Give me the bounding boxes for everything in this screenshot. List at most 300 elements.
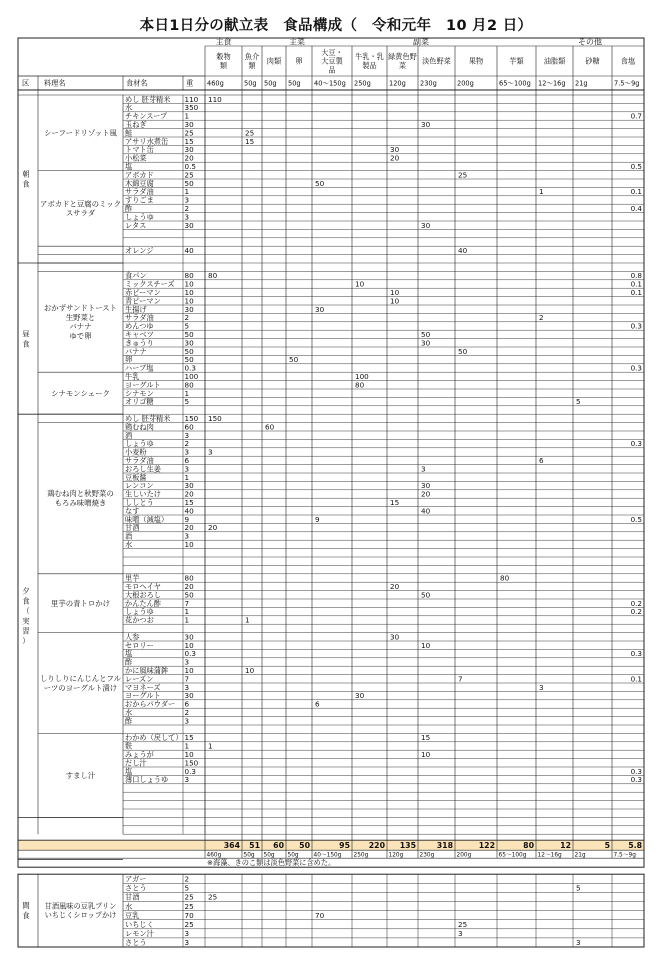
ingredient-weight: 10 <box>184 279 194 289</box>
dish-name: 生野菜と <box>65 312 96 322</box>
food-amount: 150 <box>208 414 222 423</box>
ingredient-weight: 80 <box>184 380 194 390</box>
food-amount: 0.3 <box>630 363 642 373</box>
ingredient-weight: 50 <box>184 178 194 188</box>
food-amount: 0.4 <box>630 204 642 213</box>
food-amount: 7 <box>458 674 463 684</box>
food-amount: 0.1 <box>630 288 642 297</box>
food-amount: 0.3 <box>630 649 642 659</box>
column-header-10: 芋類 <box>509 56 524 66</box>
ingredient-weight: 15 <box>184 498 194 507</box>
food-amount: 20 <box>390 153 400 163</box>
snack-amount: 3 <box>576 938 581 948</box>
ingredient-name: だし汁 <box>125 758 147 768</box>
food-amount: 50 <box>421 590 431 600</box>
ingredient-name: 鮭 <box>125 128 133 138</box>
food-amount: 1 <box>208 741 213 751</box>
ingredient-weight: 30 <box>184 338 194 348</box>
total-standard: 460g <box>206 852 222 859</box>
ingredient-weight: 3 <box>184 716 190 726</box>
food-amount: 30 <box>355 691 365 701</box>
food-amount: 3 <box>421 464 426 474</box>
dish-name: ーツのヨーグルト漬け <box>43 683 118 693</box>
ingredient-weight: 350 <box>184 103 199 113</box>
ingredient-name: アボカド <box>125 170 154 180</box>
snack-ingredient: レモン汁 <box>125 929 154 939</box>
snack-weight: 25 <box>184 901 194 911</box>
ingredient-weight: 1 <box>184 187 190 197</box>
column-header-7: 緑黄色野 <box>388 52 417 62</box>
food-amount: 40 <box>421 506 431 516</box>
ingredient-weight: 2 <box>184 204 190 213</box>
ingredient-weight: 10 <box>184 540 194 549</box>
total-value: 80 <box>523 841 534 851</box>
ingredient-name: レタス <box>125 220 147 230</box>
food-amount: 10 <box>421 750 431 759</box>
food-amount: 50 <box>421 330 431 339</box>
column-standard: 12～16g <box>538 79 566 88</box>
food-amount: 10 <box>390 288 400 297</box>
food-amount: 80 <box>208 271 218 281</box>
column-standard: 120g <box>389 79 406 88</box>
ingredient-weight: 25 <box>184 170 194 180</box>
ingredient-weight: 60 <box>184 422 194 432</box>
section-label: 習 <box>22 626 30 636</box>
ingredient-name: 鶏むね肉 <box>125 422 154 432</box>
page-title: 本日1日分の献立表 食品構成（ 令和元年 10 月2 日） <box>139 18 533 34</box>
ingredient-weight: 25 <box>184 128 194 138</box>
dish-name: シーフードリゾット風 <box>44 128 117 138</box>
snack-ingredient: いちじく <box>125 920 154 929</box>
ingredient-weight: 0.3 <box>184 363 196 373</box>
group-header: 副菜 <box>413 37 429 47</box>
total-value: 50 <box>299 841 310 851</box>
ingredient-weight: 7 <box>184 598 190 608</box>
ingredient-weight: 30 <box>184 632 194 642</box>
ingredient-name: ミックスチーズ <box>125 279 175 289</box>
ingredient-name: みょうが <box>125 750 154 759</box>
snack-weight: 3 <box>184 938 190 948</box>
ingredient-weight: 50 <box>184 355 194 365</box>
food-amount: 0.2 <box>630 598 642 608</box>
snack-amount: 70 <box>315 910 325 920</box>
group-header: 主菜 <box>289 37 305 47</box>
ingredient-name: しょうゆ <box>125 439 154 449</box>
column-header-6: 牛乳・乳 <box>355 52 384 62</box>
column-header-3: 肉類 <box>266 56 282 66</box>
snack-weight: 2 <box>184 874 190 884</box>
food-amount: 100 <box>355 372 369 381</box>
column-header-12: 砂糖 <box>585 56 600 66</box>
ingredient-weight: 80 <box>184 271 194 281</box>
food-amount: 50 <box>289 355 299 365</box>
column-standard: 65～100g <box>499 79 531 88</box>
column-header-2: 類 <box>248 60 256 70</box>
food-amount: 0.1 <box>630 674 642 684</box>
ingredient-name: ししとう <box>125 498 154 507</box>
food-amount: 110 <box>208 94 222 104</box>
ingredient-name: シナモン <box>125 388 154 398</box>
ingredient-weight: 80 <box>184 573 194 583</box>
food-amount: 30 <box>390 145 400 155</box>
food-amount: 30 <box>421 120 431 129</box>
food-amount: 15 <box>390 498 400 507</box>
ingredient-name: 水 <box>125 540 133 549</box>
ingredient-weight: 50 <box>184 590 194 600</box>
ingredient-name: 青ピーマン <box>125 296 161 306</box>
ingredient-weight: 20 <box>184 489 194 499</box>
ingredient-weight: 3 <box>184 531 190 541</box>
food-amount: 30 <box>390 632 400 642</box>
total-value: 122 <box>478 841 495 851</box>
ingredient-weight: 1 <box>184 111 190 121</box>
total-value: 135 <box>399 841 416 851</box>
ingredient-name: すりごま <box>125 195 154 205</box>
total-value: 5.8 <box>628 841 642 851</box>
ingredient-name: きゅうり <box>125 338 154 348</box>
ingredient-name: マヨネーズ <box>125 682 161 692</box>
snack-dish-name: いちじくシロップかけ <box>44 910 117 920</box>
column-header-1: 類 <box>219 60 228 70</box>
food-amount: 10 <box>355 279 365 289</box>
snack-ingredient: 豆乳 <box>125 910 140 920</box>
ingredient-name: モロヘイヤ <box>125 582 161 591</box>
food-amount: 30 <box>421 220 431 230</box>
ingredient-name: かんたん酢 <box>125 598 161 608</box>
ingredient-name: 塩 <box>125 649 133 659</box>
total-standard: 50g <box>263 852 275 859</box>
food-amount: 0.3 <box>630 439 642 449</box>
food-amount: 80 <box>355 380 365 390</box>
food-amount: 15 <box>245 136 255 146</box>
ingredient-weight: 1 <box>184 607 190 617</box>
ingredient-name: 人参 <box>125 632 140 642</box>
food-amount: 0.8 <box>630 271 642 281</box>
ingredient-weight: 10 <box>184 288 194 297</box>
snack-weight: 3 <box>184 929 190 939</box>
section-label: 食 <box>22 339 30 349</box>
ingredient-weight: 15 <box>184 136 194 146</box>
ingredient-name: おからパウダー <box>125 699 176 709</box>
total-standard: 40～150g <box>313 852 342 859</box>
ingredient-weight: 0.5 <box>184 162 196 171</box>
food-amount: 15 <box>421 733 431 743</box>
column-standard: 50g <box>244 79 257 88</box>
ingredient-name: めんつゆ <box>125 321 154 331</box>
food-amount: 6 <box>539 456 544 465</box>
food-amount: 1 <box>245 615 250 625</box>
ingredient-weight: 1 <box>184 741 190 751</box>
snack-amount: 25 <box>458 920 468 929</box>
ingredient-name: ヨーグルト <box>125 691 161 701</box>
section-label: 食 <box>22 179 30 189</box>
food-amount: 0.1 <box>630 187 642 197</box>
ingredient-weight: 3 <box>184 657 190 667</box>
dish-header: 料理名 <box>44 78 66 88</box>
ingredient-name: 酒 <box>125 430 133 440</box>
food-amount: 5 <box>576 397 581 407</box>
ingredient-name: チキンスープ <box>125 111 168 121</box>
snack-amount: 3 <box>458 929 463 939</box>
total-value: 364 <box>223 841 240 851</box>
food-amount: 10 <box>390 296 400 306</box>
ingredient-name: オリゴ糖 <box>125 397 154 407</box>
ingredient-name: しょうゆ <box>125 607 154 617</box>
ingredient-name: ヨーグルト <box>125 380 161 390</box>
ingredient-name: 卵 <box>125 355 133 365</box>
column-header-8: 淡色野菜 <box>422 56 451 66</box>
dish-name: しりしりにんじんとフル <box>39 674 122 684</box>
ingredient-name: 大根おろし <box>125 590 161 600</box>
ingredient-weight: 15 <box>184 733 194 743</box>
total-standard: 120g <box>388 852 404 859</box>
column-header-13: 食塩 <box>620 56 636 66</box>
ingredient-header: 食材名 <box>126 78 148 88</box>
snack-amount: 5 <box>576 883 581 893</box>
ingredient-weight: 10 <box>184 666 194 675</box>
food-amount: 0.7 <box>630 111 642 121</box>
food-amount: 6 <box>315 699 320 709</box>
ingredient-name: 赤ピーマン <box>125 288 161 297</box>
snack-ingredient: さとう <box>125 883 147 893</box>
ingredient-name: 麩 <box>125 741 133 751</box>
ingredient-name: 薄口しょうゆ <box>125 775 169 785</box>
ingredient-weight: 40 <box>184 246 194 255</box>
dish-name: ゆで卵 <box>69 331 92 341</box>
ingredient-weight: 10 <box>184 296 194 306</box>
ingredient-name: 水 <box>125 708 133 717</box>
column-standard: 250g <box>354 79 371 88</box>
ingredient-weight: 40 <box>184 506 194 516</box>
ingredient-name: 酒 <box>125 531 133 541</box>
total-value: 318 <box>436 841 453 851</box>
ingredient-name: 牛乳 <box>125 372 140 381</box>
ingredient-name: 酢 <box>125 204 133 213</box>
column-header-5: 品 <box>328 65 336 75</box>
total-standard: 250g <box>353 852 369 859</box>
ingredient-name: 小松菜 <box>125 153 147 163</box>
food-amount: 1 <box>539 187 544 197</box>
snack-amount: 25 <box>208 892 218 902</box>
ingredient-weight: 0.3 <box>184 766 196 776</box>
food-amount: 0.3 <box>630 321 642 331</box>
total-value: 51 <box>249 841 260 851</box>
food-amount: 40 <box>458 246 468 255</box>
column-header-5: 大豆・ <box>321 47 343 57</box>
ingredient-name: バナナ <box>125 346 147 356</box>
ingredient-weight: 100 <box>184 372 199 381</box>
ingredient-name: アサリ水煮缶 <box>125 136 169 146</box>
ingredient-weight: 9 <box>184 514 190 524</box>
section-label: 食 <box>22 596 30 606</box>
ingredient-weight: 30 <box>184 304 194 314</box>
food-amount: 10 <box>421 640 431 650</box>
ingredient-weight: 2 <box>184 439 190 449</box>
total-standard: 230g <box>419 852 435 859</box>
total-standard: 7.5～9g <box>613 852 636 859</box>
snack-dish-name: 甘酒風味の豆乳プリン <box>44 901 117 911</box>
snack-ingredient: さとう <box>125 938 147 948</box>
totals-band <box>18 840 644 850</box>
ingredient-weight: 3 <box>184 212 190 222</box>
food-amount: 20 <box>390 582 400 591</box>
ingredient-name: おろし生姜 <box>125 464 161 474</box>
ingredient-weight: 50 <box>184 346 194 356</box>
ingredient-weight: 3 <box>184 682 190 692</box>
column-standard: 50g <box>288 79 301 88</box>
ingredient-name: なす <box>125 506 140 516</box>
ingredient-weight: 3 <box>184 195 190 205</box>
ingredient-weight: 5 <box>184 397 190 407</box>
total-standard: 21g <box>574 852 586 859</box>
ingredient-weight: 1 <box>184 615 190 625</box>
snack-weight: 25 <box>184 920 194 929</box>
snack-weight: 5 <box>184 883 190 893</box>
ingredient-weight: 20 <box>184 582 194 591</box>
ingredient-weight: 0.3 <box>184 649 196 659</box>
food-amount: 0.5 <box>630 514 642 524</box>
footnote: ※海藻、きのこ類は淡色野菜に含めた。 <box>207 858 336 868</box>
food-amount: 3 <box>208 447 213 457</box>
section-header: 区 <box>22 78 30 88</box>
section-label: 朝 <box>22 169 30 179</box>
ingredient-name: わかめ（戻して） <box>125 733 183 743</box>
ingredient-name: しょうゆ <box>125 212 154 222</box>
ingredient-name: 塩 <box>125 766 133 776</box>
food-amount: 20 <box>421 489 431 499</box>
ingredient-name: 食パン <box>125 271 147 281</box>
dish-name: バナナ <box>69 322 92 332</box>
dish-name: アボカドと豆腐のミック <box>39 199 122 209</box>
ingredient-name: オレンジ <box>125 246 154 255</box>
section-label: ） <box>22 636 30 646</box>
food-amount: 0.5 <box>630 162 642 171</box>
total-value: 5 <box>604 841 610 851</box>
snack-section-label: 間 <box>22 901 30 911</box>
ingredient-weight: 30 <box>184 481 194 491</box>
food-amount: 10 <box>245 666 255 675</box>
ingredient-weight: 5 <box>184 321 190 331</box>
ingredient-weight: 30 <box>184 691 194 701</box>
column-standard: 200g <box>457 79 474 88</box>
ingredient-name: サラダ油 <box>125 313 154 323</box>
column-standard: 50g <box>264 79 277 88</box>
ingredient-name: 生しいたけ <box>125 489 161 499</box>
ingredient-name: サラダ油 <box>125 456 154 465</box>
ingredient-weight: 2 <box>184 313 190 323</box>
ingredient-weight: 50 <box>184 330 194 339</box>
ingredient-weight: 110 <box>184 94 199 104</box>
ingredient-weight: 3 <box>184 430 190 440</box>
food-amount: 30 <box>421 481 431 491</box>
ingredient-weight: 20 <box>184 523 194 533</box>
dish-name: 里芋の青トロかけ <box>50 598 111 608</box>
food-amount: 0.2 <box>630 607 642 617</box>
snack-weight: 70 <box>184 910 194 920</box>
section-label: （ <box>22 606 30 616</box>
ingredient-name: サラダ油 <box>125 187 154 197</box>
ingredient-name: 木綿豆腐 <box>125 178 154 188</box>
snack-ingredient: 水 <box>125 901 133 911</box>
dish-name: もろみ味噌焼き <box>54 498 107 508</box>
total-value: 12 <box>560 841 571 851</box>
snack-section-label: 食 <box>22 911 30 921</box>
group-header: 主食 <box>215 37 232 47</box>
column-header-6: 製品 <box>362 60 377 70</box>
column-standard: 7.5～9g <box>614 79 640 88</box>
food-amount: 25 <box>245 128 255 138</box>
total-value: 60 <box>273 841 284 851</box>
ingredient-weight: 20 <box>184 153 194 163</box>
ingredient-weight: 10 <box>184 640 194 650</box>
ingredient-weight: 2 <box>184 708 190 717</box>
column-header-5: 大豆製 <box>321 56 343 66</box>
food-amount: 50 <box>315 178 325 188</box>
ingredient-name: 酢 <box>125 716 133 726</box>
total-standard: 200g <box>456 852 472 859</box>
column-header-11: 油脂類 <box>543 56 566 66</box>
food-amount: 3 <box>539 682 544 692</box>
ingredient-weight: 3 <box>184 464 190 474</box>
food-amount: 9 <box>315 514 320 524</box>
column-header-2: 魚介 <box>244 52 260 62</box>
ingredient-weight: 1 <box>184 472 190 482</box>
ingredient-name: 豆板醤 <box>125 472 147 482</box>
column-standard: 230g <box>420 79 437 88</box>
column-header-1: 穀物 <box>216 52 231 62</box>
column-standard: 460g <box>207 79 224 88</box>
dish-name: 鶏むね肉と秋野菜の <box>47 489 114 499</box>
food-amount: 25 <box>458 170 468 180</box>
food-amount: 0.3 <box>630 775 642 785</box>
ingredient-name: キャベツ <box>125 330 154 339</box>
ingredient-name: 小麦粉 <box>125 447 147 457</box>
food-amount: 0.1 <box>630 279 642 289</box>
column-standard: 40～150g <box>314 79 346 88</box>
ingredient-weight: 150 <box>184 758 199 768</box>
ingredient-weight: 3 <box>184 447 190 457</box>
ingredient-weight: 30 <box>184 145 194 155</box>
food-amount: 20 <box>208 523 218 533</box>
weight-header: 重 <box>186 78 194 88</box>
snack-ingredient: アガー <box>125 874 147 884</box>
group-header: その他 <box>578 37 602 47</box>
ingredient-weight: 1 <box>184 388 190 398</box>
ingredient-name: 水 <box>125 103 133 113</box>
snack-weight: 25 <box>184 892 194 902</box>
food-amount: 50 <box>458 346 468 356</box>
ingredient-name: 生揚げ <box>125 304 147 314</box>
ingredient-name: めし 胚芽精米 <box>125 94 171 104</box>
column-standard: 21g <box>575 79 588 88</box>
section-label: 夕 <box>22 586 30 596</box>
total-standard: 65～100g <box>498 852 527 859</box>
food-amount: 2 <box>539 313 544 323</box>
ingredient-name: レーズン <box>125 674 154 684</box>
section-label: 昼 <box>22 329 30 339</box>
snack-ingredient: 甘酒 <box>125 892 140 902</box>
ingredient-weight: 150 <box>184 414 199 423</box>
ingredient-name: トマト缶 <box>125 145 154 155</box>
dish-name: シナモンシェーク <box>51 388 110 398</box>
food-amount: 0.3 <box>630 766 642 776</box>
ingredient-name: 味噌（減塩） <box>125 514 169 524</box>
total-standard: 50g <box>287 852 299 859</box>
column-header-9: 果物 <box>468 56 484 66</box>
dish-name: おかずサンドトースト <box>43 303 118 313</box>
ingredient-name: 花かつお <box>125 615 154 625</box>
food-amount: 60 <box>265 422 275 432</box>
